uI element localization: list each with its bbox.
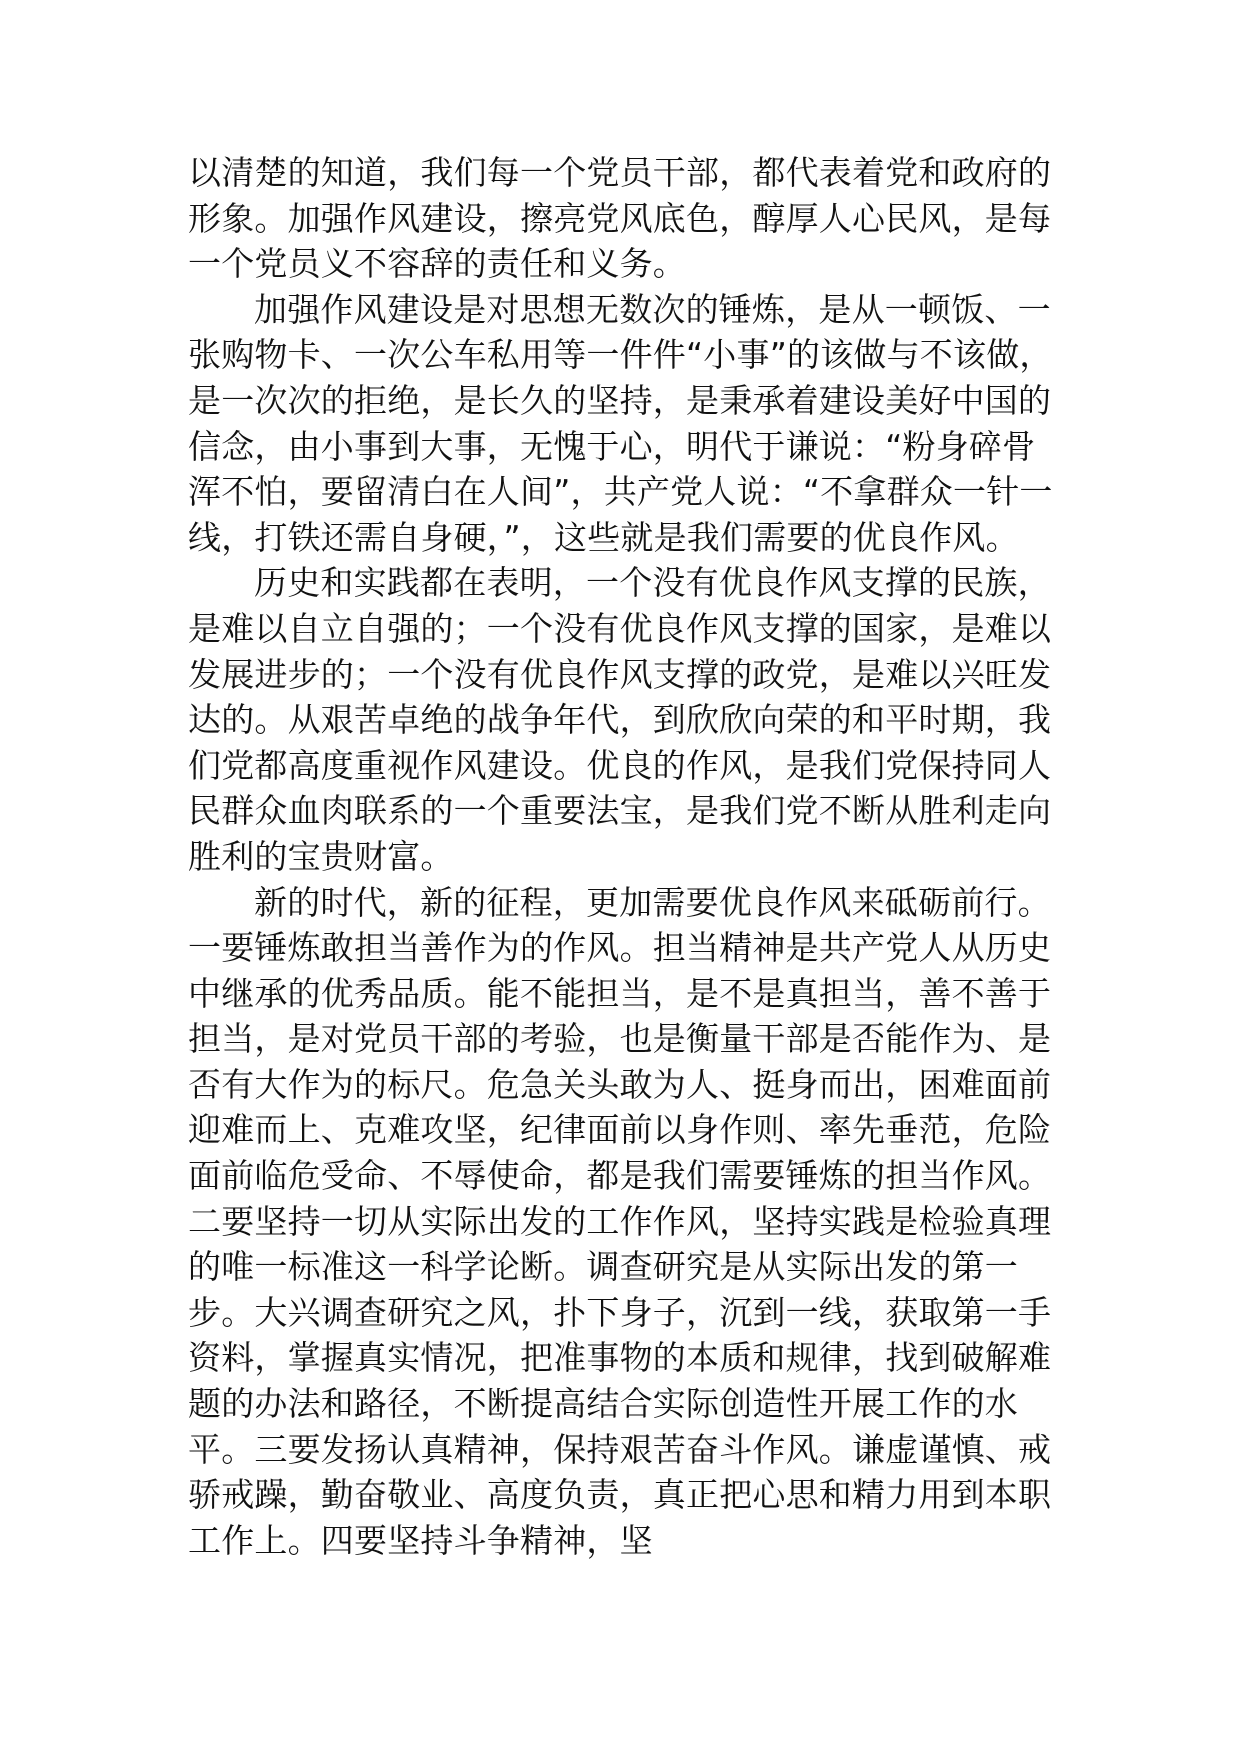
- paragraph-style-building: 加强作风建设是对思想无数次的锤炼，是从一顿饭、一张购物卡、一次公车私用等一件件“小事”的该做与不该做，是一次次的拒绝，是长久的坚持，是秉承着建设美好中国的信念，由小事到大事，无愧于心，明代于谦说：“粉身碎骨浑不怕，要留清白在人间”，共产党人说：“不拿群众一针一线，打铁还需自身硬，”，这些就是我们需要的优良作风。: [188, 289, 1053, 557]
- paragraph-new-era: 新的时代，新的征程，更加需要优良作风来砥砺前行。一要锤炼敢担当善作为的作风。担当精神是共产党人从历史中继承的优秀品质。能不能担当，是不是真担当，善不善于担当，是对党员干部的考验，也是衡量干部是否能作为、是否有大作为的标尺。危急关头敢为人、挺身而出，困难面前迎难而上、克难攻坚，纪律面前以身作则、率先垂范，危险面前临危受命、不辱使命，都是我们需要锤炼的担当作风。二要坚持一切从实际出发的工作作风，坚持实践是检验真理的唯一标准这一科学论断。调查研究是从实际出发的第一步。大兴调查研究之风，扑下身子，沉到一线，获取第一手资料，掌握真实情况，把准事物的本质和规律，找到破解难题的办法和路径，不断提高结合实际创造性开展工作的水平。三要发扬认真精神，保持艰苦奋斗作风。谦虚谨慎、戒骄戒躁，勤奋敬业、高度负责，真正把心思和精力用到本职工作上。四要坚持斗争精神，坚: [188, 882, 1052, 1560]
- paragraph-history-practice: 历史和实践都在表明，一个没有优良作风支撑的民族，是难以自立自强的；一个没有优良作风支撑的国家，是难以发展进步的；一个没有优良作风支撑的政党，是难以兴旺发达的。从艰苦卓绝的战争年代，到欣欣向荣的和平时期，我们党都高度重视作风建设。优良的作风，是我们党保持同人民群众血肉联系的一个重要法宝，是我们党不断从胜利走向胜利的宝贵财富。: [188, 563, 1052, 876]
- paragraph-continued: 以清楚的知道，我们每一个党员干部，都代表着党和政府的形象。加强作风建设，擦亮党风底色，醇厚人心民风，是每一个党员义不容辞的责任和义务。: [188, 153, 1052, 284]
- document-body: [188, 150, 1068, 1563]
